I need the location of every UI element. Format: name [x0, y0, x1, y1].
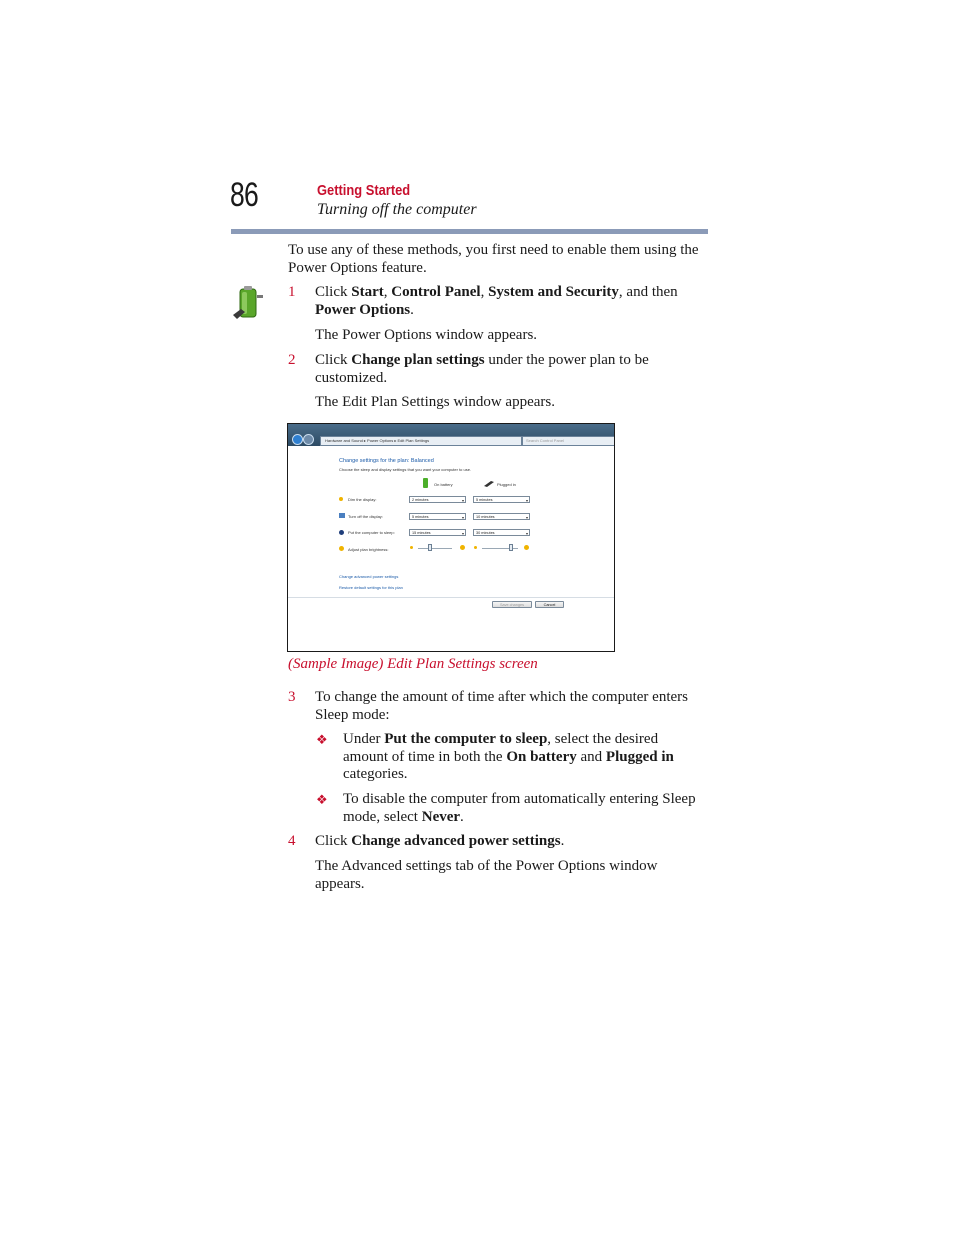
edit-plan-settings-screenshot — [287, 423, 615, 652]
step-number: 4 — [288, 833, 296, 849]
brightness-high-icon — [524, 545, 529, 550]
header-rule — [231, 229, 708, 234]
on-battery-header: On battery — [434, 482, 453, 487]
step-4-text: Click Change advanced power settings. — [315, 833, 565, 849]
step-1-result: The Power Options window appears. — [315, 327, 538, 343]
moon-icon — [339, 530, 344, 535]
turn-off-display-battery-select: 5 minutes ▾ — [409, 513, 466, 520]
bullet-icon: ❖ — [316, 732, 328, 747]
plug-icon — [483, 479, 495, 487]
dim-display-label: Dim the display: — [348, 497, 377, 502]
forward-icon — [303, 434, 314, 445]
monitor-icon — [339, 513, 345, 518]
step-1-text: Click Start, Control Panel, System and Security, and then Power Options. — [315, 284, 678, 318]
dim-display-battery-select: 2 minutes ▾ — [409, 496, 466, 503]
turn-off-display-plugged-select: 10 minutes ▾ — [473, 513, 530, 520]
footer-separator — [288, 597, 614, 598]
bullet-icon: ❖ — [316, 792, 328, 807]
sleep-label: Put the computer to sleep: — [348, 530, 395, 535]
plan-subtitle: Choose the sleep and display settings that you want your computer to use. — [339, 467, 472, 472]
brightness-label: Adjust plan brightness: — [348, 547, 389, 552]
figure-caption: (Sample Image) Edit Plan Settings screen — [288, 656, 538, 672]
step-4-result: The Advanced settings tab of the Power Options window appears. — [315, 858, 658, 892]
battery-brightness-slider — [428, 544, 432, 551]
address-bar: Hardware and Sound ▸ Power Options ▸ Edit Plan Settings — [320, 436, 522, 446]
back-icon — [292, 434, 303, 445]
brightness-low-icon — [410, 546, 413, 549]
cancel-button: Cancel — [535, 601, 564, 608]
battery-icon — [231, 285, 265, 321]
plugged-in-header: Plugged in — [497, 482, 516, 487]
step-3-bullet-1: Under Put the computer to sleep, select the desired amount of time in both the On battery and Plugged in categories. — [343, 731, 674, 782]
brightness-icon — [339, 546, 344, 551]
sleep-plugged-select: 30 minutes ▾ — [473, 529, 530, 536]
turn-off-display-label: Turn off the display: — [348, 514, 383, 519]
step-number: 3 — [288, 689, 296, 705]
save-changes-button: Save changes — [492, 601, 532, 608]
step-number: 1 — [288, 284, 296, 300]
plugged-brightness-slider — [509, 544, 513, 551]
dim-display-icon — [339, 497, 343, 501]
sleep-battery-select: 15 minutes ▾ — [409, 529, 466, 536]
step-number: 2 — [288, 352, 296, 368]
step-2-text: Click Change plan settings under the power plan to be customized. — [315, 352, 649, 386]
step-2-result: The Edit Plan Settings window appears. — [315, 394, 555, 410]
plan-title: Change settings for the plan: Balanced — [339, 458, 434, 464]
battery-brightness-track — [418, 548, 452, 549]
battery-column-icon — [422, 477, 429, 488]
page-number: 86 — [230, 176, 258, 214]
step-3-text: To change the amount of time after which the computer enters Sleep mode: — [315, 689, 688, 723]
brightness-low-icon — [474, 546, 477, 549]
brightness-high-icon — [460, 545, 465, 550]
search-box: Search Control Panel — [522, 436, 615, 446]
restore-defaults-link: Restore default settings for this plan — [339, 585, 403, 590]
step-3-bullet-2: To disable the computer from automatically entering Sleep mode, select Never. — [343, 791, 696, 825]
chapter-title: Getting Started — [317, 182, 411, 199]
section-title: Turning off the computer — [317, 201, 477, 218]
intro-paragraph: To use any of these methods, you first need to enable them using the Power Options feature. — [288, 242, 699, 276]
dim-display-plugged-select: 5 minutes ▾ — [473, 496, 530, 503]
advanced-settings-link: Change advanced power settings — [339, 574, 399, 579]
